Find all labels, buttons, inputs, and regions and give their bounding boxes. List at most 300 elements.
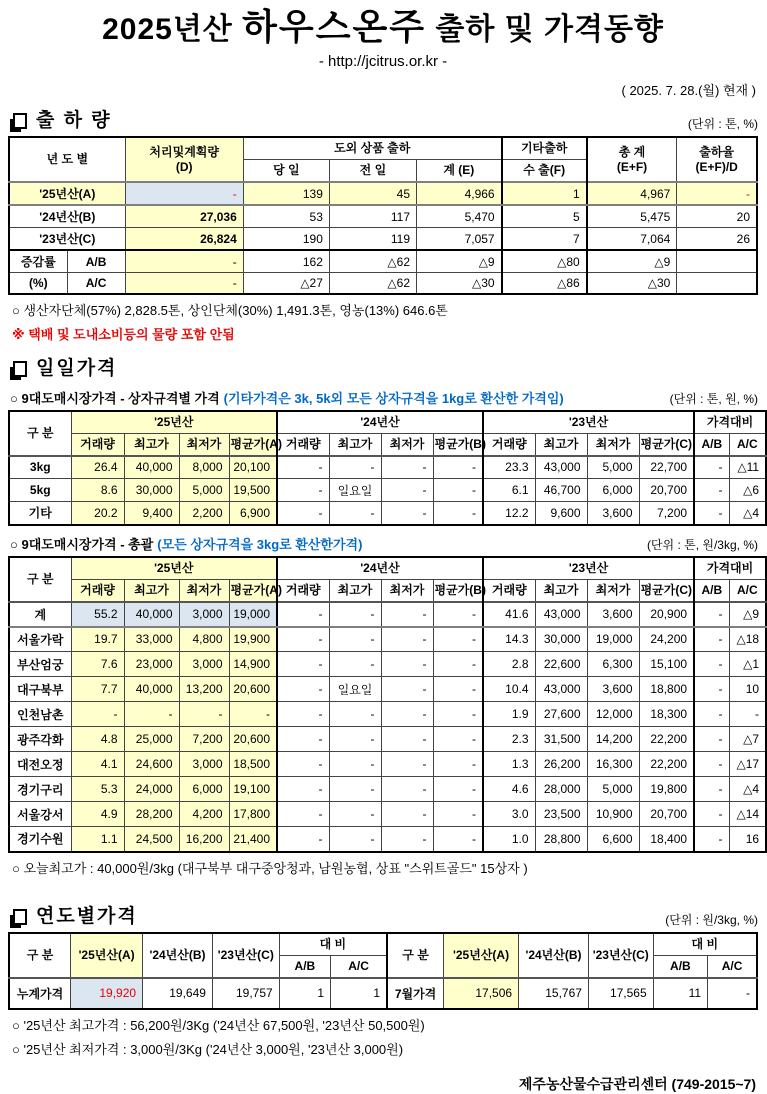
cell: 15,767: [519, 978, 589, 1009]
cell: 9,600: [535, 502, 587, 525]
cell: △17: [729, 752, 766, 777]
cell: 5,475: [587, 205, 677, 228]
cell: -: [433, 827, 483, 852]
cell: 7,064: [587, 228, 677, 251]
cell: 20,900: [639, 602, 694, 627]
cell: 19,900: [229, 627, 277, 652]
section-title-daily: 일일가격: [36, 357, 118, 379]
cell: 3,600: [587, 502, 639, 525]
cell: 40,000: [124, 677, 179, 702]
column-header: 거래량: [71, 433, 124, 456]
cell: 45: [329, 182, 416, 205]
cell: -: [433, 456, 483, 479]
column-header-line: 처리및계획량: [149, 144, 219, 159]
cell: 4.8: [71, 727, 124, 752]
column-header: A/B: [653, 955, 707, 978]
yearly-table-head: [9, 933, 757, 978]
cell: 21,400: [229, 827, 277, 852]
daily-total-price-table: [8, 556, 767, 853]
cell: 19,000: [587, 627, 639, 652]
column-header-line: 총 계: [618, 144, 646, 159]
column-header: A/C: [331, 955, 388, 978]
row-label: 광주각화: [9, 727, 71, 752]
cell: -: [694, 727, 729, 752]
column-header-line: 출하율: [699, 144, 735, 159]
column-header: 구 분: [9, 411, 71, 456]
cell: 1: [331, 978, 388, 1009]
cell: 18,400: [639, 827, 694, 852]
cell: 1: [502, 182, 587, 205]
unit-label: (단위 : 원/3kg, %): [665, 912, 758, 927]
cell: -: [677, 182, 757, 205]
cell: -: [694, 456, 729, 479]
cell: 18,300: [639, 702, 694, 727]
cell: -: [694, 677, 729, 702]
row-label: '24년산(B): [9, 205, 125, 228]
cell: 40,000: [124, 602, 179, 627]
cell: 26,824: [125, 228, 243, 251]
column-header: 최고가: [535, 579, 587, 602]
table-row: [9, 677, 766, 702]
column-header: A/B: [694, 579, 729, 602]
column-header: 거래량: [277, 579, 329, 602]
cell: 24,500: [124, 827, 179, 852]
cell: 1: [279, 978, 330, 1009]
shipment-table-head: [9, 137, 757, 182]
cell: 19,000: [229, 602, 277, 627]
daily-box-table-body: [9, 456, 766, 525]
cell: 43,000: [535, 456, 587, 479]
cell: -: [329, 727, 381, 752]
yearly-section-header: [8, 901, 758, 928]
row-label: 서울가락: [9, 627, 71, 652]
daily-box-price-table: [8, 410, 767, 526]
cell: 3,000: [179, 652, 229, 677]
page-title: [8, 6, 758, 51]
column-header: 거래량: [483, 579, 535, 602]
column-header: 평균가(C): [639, 433, 694, 456]
cell: -: [125, 182, 243, 205]
cell: -: [329, 702, 381, 727]
cell: △27: [243, 273, 329, 294]
row-label: 대전오정: [9, 752, 71, 777]
cell: 24,000: [124, 777, 179, 802]
cell: 18,800: [639, 677, 694, 702]
as-of-date: ( 2025. 7. 28.(월) 현재 ): [621, 83, 756, 98]
table-row: [9, 273, 757, 294]
cell: △14: [729, 802, 766, 827]
column-header: 구 분: [9, 933, 71, 978]
cell: 46,700: [535, 479, 587, 502]
column-header: 도외 상품 출하: [243, 137, 501, 160]
cell: 19,757: [212, 978, 279, 1009]
footer-org: 제주농산물수급관리센터 (749-2015~7): [518, 1075, 756, 1092]
cell: -: [433, 702, 483, 727]
cell: △9: [729, 602, 766, 627]
cell: 23.3: [483, 456, 535, 479]
column-header: A/B: [279, 955, 330, 978]
cell: -: [277, 727, 329, 752]
cell: 55.2: [71, 602, 124, 627]
cell: 117: [329, 205, 416, 228]
row-sublabel: A/B: [67, 250, 125, 273]
cell: 22,200: [639, 727, 694, 752]
cell: 14.3: [483, 627, 535, 652]
row-label: 3kg: [9, 456, 71, 479]
table-row: [9, 228, 757, 251]
column-header: '24년산: [277, 557, 483, 580]
cell: -: [433, 627, 483, 652]
column-header: 전 일: [329, 160, 416, 183]
cell: 19,800: [639, 777, 694, 802]
cell: 7.7: [71, 677, 124, 702]
cell: 27,036: [125, 205, 243, 228]
cell: -: [329, 456, 381, 479]
cell: -: [277, 627, 329, 652]
cell: -: [433, 652, 483, 677]
cell: -: [381, 479, 433, 502]
column-header: 당 일: [243, 160, 329, 183]
cell: 20.2: [71, 502, 124, 525]
cell: 20,100: [229, 456, 277, 479]
cell: -: [381, 752, 433, 777]
cell: 26,200: [535, 752, 587, 777]
table-row: [9, 250, 757, 273]
column-header: 거래량: [483, 433, 535, 456]
cell: -: [329, 802, 381, 827]
cell: 1.0: [483, 827, 535, 852]
cell: -: [179, 702, 229, 727]
column-header: 최저가: [587, 579, 639, 602]
cell: 4,800: [179, 627, 229, 652]
table-row: [9, 627, 766, 652]
cell: 16,300: [587, 752, 639, 777]
daily-total-table-body: [9, 602, 766, 852]
cell: 19.7: [71, 627, 124, 652]
column-header: A/C: [708, 955, 757, 978]
column-header: '24년산: [277, 411, 483, 434]
cell: △62: [329, 273, 416, 294]
row-label: (%): [9, 273, 67, 294]
shipment-table: [8, 136, 758, 295]
cell: -: [277, 502, 329, 525]
cell: -: [329, 652, 381, 677]
row-label: 인천남촌: [9, 702, 71, 727]
cell: 6,000: [587, 479, 639, 502]
cell: 23,500: [535, 802, 587, 827]
table-row: [9, 827, 766, 852]
cell: -: [694, 752, 729, 777]
cell: -: [277, 456, 329, 479]
cell: 41.6: [483, 602, 535, 627]
row-label: 계: [9, 602, 71, 627]
column-header: 평균가(C): [639, 579, 694, 602]
cell: -: [277, 652, 329, 677]
cell: [677, 273, 757, 294]
shipment-section-header: [8, 105, 758, 132]
cell: 28,800: [535, 827, 587, 852]
cell: 10.4: [483, 677, 535, 702]
column-header: 대 비: [279, 933, 387, 956]
cell: -: [125, 273, 243, 294]
table-row: [9, 727, 766, 752]
note-today-high-price: ○ 오늘최고가 : 40,000원/3kg (대구북부 대구중앙청과, 남원농협, 상표 "스위트골드" 15상자 ): [12, 860, 528, 876]
row-sublabel: A/C: [67, 273, 125, 294]
cell: 7,057: [417, 228, 502, 251]
table-row: [9, 702, 766, 727]
cell: 31,500: [535, 727, 587, 752]
cell: △18: [729, 627, 766, 652]
unit-label: (단위 : 톤, 원/3kg, %): [646, 537, 758, 552]
cell: 17,800: [229, 802, 277, 827]
cell: 4,966: [417, 182, 502, 205]
title-year: 2025년산: [102, 13, 233, 46]
cell: 27,600: [535, 702, 587, 727]
cell: -: [381, 677, 433, 702]
cell: 8.6: [71, 479, 124, 502]
cell: △6: [729, 479, 766, 502]
cell: 4,200: [179, 802, 229, 827]
box-price-label: ○ 9대도매시장가격 - 상자규격별 가격: [10, 390, 220, 406]
cell: 17,565: [588, 978, 653, 1009]
cell: -: [694, 479, 729, 502]
cell: △80: [502, 250, 587, 273]
row-label: 경기수원: [9, 827, 71, 852]
column-header: 평균가(B): [433, 433, 483, 456]
column-header: 구 분: [9, 557, 71, 602]
column-header: 평균가(A): [229, 579, 277, 602]
cell: 190: [243, 228, 329, 251]
cell: -: [433, 677, 483, 702]
cell: -: [694, 802, 729, 827]
cell: 17,506: [444, 978, 519, 1009]
column-header-line: (E+F): [616, 159, 648, 174]
cell: △9: [417, 250, 502, 273]
cell: -: [694, 827, 729, 852]
shipment-change-rows: [9, 250, 757, 294]
cell: 119: [329, 228, 416, 251]
column-header: 구 분: [387, 933, 444, 978]
daily-total-table-head: [9, 557, 766, 602]
cell: -: [329, 602, 381, 627]
cell: 16,200: [179, 827, 229, 852]
column-header: '23년산: [483, 411, 694, 434]
cell: 13,200: [179, 677, 229, 702]
column-header: 평균가(B): [433, 579, 483, 602]
cell: 5,470: [417, 205, 502, 228]
cell: -: [381, 827, 433, 852]
cell: 4.1: [71, 752, 124, 777]
cell: △7: [729, 727, 766, 752]
cell: 5: [502, 205, 587, 228]
row-label: 증감률: [9, 250, 67, 273]
row-label: 누계가격: [9, 978, 71, 1009]
cell: -: [433, 502, 483, 525]
website-url: - http://jcitrus.or.kr -: [318, 53, 448, 70]
cell: 9,400: [124, 502, 179, 525]
row-label: 부산엄궁: [9, 652, 71, 677]
cell: -: [277, 802, 329, 827]
cell: -: [277, 479, 329, 502]
column-header: '23년산: [483, 557, 694, 580]
column-header: 대 비: [653, 933, 757, 956]
table-row: [9, 456, 766, 479]
column-header: 가격대비: [694, 557, 766, 580]
cell: 6,300: [587, 652, 639, 677]
column-header: A/C: [729, 579, 766, 602]
cell: 23,000: [124, 652, 179, 677]
table-row: [9, 777, 766, 802]
cell: -: [124, 702, 179, 727]
cell: 22,700: [639, 456, 694, 479]
cell: -: [381, 702, 433, 727]
column-header: 최저가: [179, 433, 229, 456]
cell: -: [381, 652, 433, 677]
cell: 22,200: [639, 752, 694, 777]
cell: 6,600: [587, 827, 639, 852]
cell: 26.4: [71, 456, 124, 479]
column-header: [587, 137, 677, 182]
cell: -: [433, 602, 483, 627]
cell: 7,200: [639, 502, 694, 525]
cell: -: [329, 627, 381, 652]
column-header: [125, 137, 243, 182]
column-header: 수 출(F): [502, 160, 587, 183]
cell: 16: [729, 827, 766, 852]
cell: -: [277, 602, 329, 627]
column-header-line: (D): [175, 159, 193, 174]
cell: 20,600: [229, 677, 277, 702]
cell: 3,000: [179, 752, 229, 777]
cell: 18,500: [229, 752, 277, 777]
section-bullet-icon: [10, 113, 27, 132]
column-header-line: (E+F)/D: [695, 159, 738, 174]
cell: 24,200: [639, 627, 694, 652]
column-header: 최고가: [535, 433, 587, 456]
yearly-price-table: [8, 932, 758, 1010]
cell: 53: [243, 205, 329, 228]
document-header: [8, 6, 758, 70]
cell: -: [277, 677, 329, 702]
cell: -: [71, 702, 124, 727]
cell: -: [277, 777, 329, 802]
title-suffix: 출하 및 가격동향: [435, 13, 664, 46]
cell: 20,700: [639, 479, 694, 502]
column-header: 최저가: [587, 433, 639, 456]
title-product: 하우스온주: [242, 6, 427, 47]
cell: 19,100: [229, 777, 277, 802]
cell: -: [381, 456, 433, 479]
column-header: 최고가: [124, 579, 179, 602]
cell: 11: [653, 978, 707, 1009]
table-row: [9, 602, 766, 627]
note-producer-breakdown: ○ 생산자단체(57%) 2,828.5톤, 상인단체(30%) 1,491.3톤, 영농(13%) 646.6톤: [12, 302, 448, 318]
total-price-label: ○ 9대도매시장가격 - 총괄: [10, 536, 154, 552]
cell: -: [729, 702, 766, 727]
cell: [677, 250, 757, 273]
column-header: 최고가: [124, 433, 179, 456]
table-row: [9, 802, 766, 827]
table-row: [9, 205, 757, 228]
cell: -: [708, 978, 757, 1009]
table-row: [9, 752, 766, 777]
cell: -: [694, 652, 729, 677]
section-title-shipment: 출 하 량: [36, 110, 112, 131]
cell: -: [433, 752, 483, 777]
cell: 19,649: [143, 978, 213, 1009]
cell: 20: [677, 205, 757, 228]
cell: -: [433, 727, 483, 752]
cell: 24,600: [124, 752, 179, 777]
column-header: 최저가: [179, 579, 229, 602]
daily-section-header: [8, 353, 758, 380]
cell: △4: [729, 502, 766, 525]
cell: 43,000: [535, 677, 587, 702]
cell: -: [433, 479, 483, 502]
table-row: [9, 479, 766, 502]
table-row: [9, 182, 757, 205]
column-header: 최저가: [381, 433, 433, 456]
cell: -: [381, 777, 433, 802]
cell: 4.9: [71, 802, 124, 827]
daily-box-table-head: [9, 411, 766, 456]
cell: 20,600: [229, 727, 277, 752]
total-price-subheader: [10, 534, 758, 553]
cell: -: [694, 777, 729, 802]
column-header: 최저가: [381, 579, 433, 602]
cell: 3,600: [587, 602, 639, 627]
cell: 5,000: [179, 479, 229, 502]
cell: △4: [729, 777, 766, 802]
cell: 12,000: [587, 702, 639, 727]
column-header: '25년산(A): [444, 933, 519, 978]
column-header: '23년산(C): [588, 933, 653, 978]
column-header: '24년산(B): [143, 933, 213, 978]
cell: -: [433, 802, 483, 827]
column-header: '25년산: [71, 411, 277, 434]
column-header: '24년산(B): [519, 933, 589, 978]
cell: 일요일: [329, 677, 381, 702]
cell: 4.6: [483, 777, 535, 802]
table-row: [9, 652, 766, 677]
cell: 162: [243, 250, 329, 273]
cell: -: [381, 802, 433, 827]
cell: 2.8: [483, 652, 535, 677]
cell: 20,700: [639, 802, 694, 827]
cell: 30,000: [535, 627, 587, 652]
cell: -: [125, 250, 243, 273]
cell: 25,000: [124, 727, 179, 752]
column-header: 최고가: [329, 579, 381, 602]
row-label: '23년산(C): [9, 228, 125, 251]
table-row: [9, 502, 766, 525]
cell: -: [277, 827, 329, 852]
cell: 26: [677, 228, 757, 251]
box-price-subheader: [10, 388, 758, 407]
cell: 14,200: [587, 727, 639, 752]
cell: -: [433, 777, 483, 802]
cell: △86: [502, 273, 587, 294]
cell: -: [329, 752, 381, 777]
column-header: '25년산: [71, 557, 277, 580]
cell: 6,000: [179, 777, 229, 802]
cell: 일요일: [329, 479, 381, 502]
cell: △11: [729, 456, 766, 479]
cell: 7,200: [179, 727, 229, 752]
yearly-table-body: [9, 978, 757, 1009]
cell: -: [277, 752, 329, 777]
section-title-yearly: 연도별가격: [36, 905, 138, 927]
